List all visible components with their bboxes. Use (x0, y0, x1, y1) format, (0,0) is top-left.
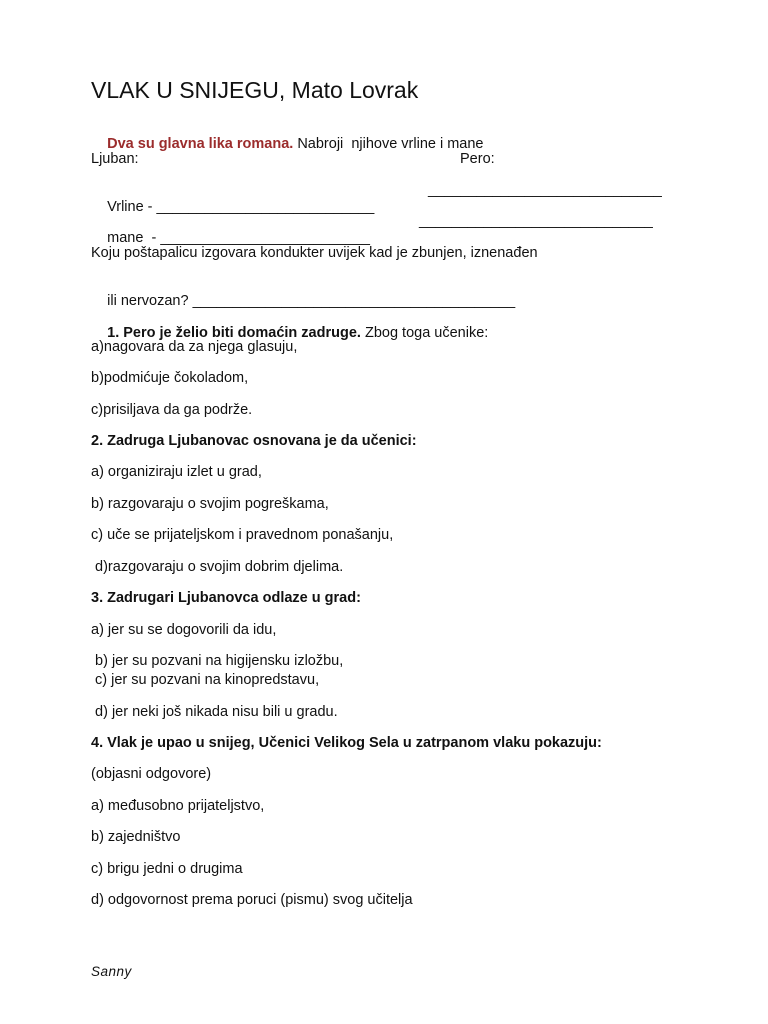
q2-answer-b: b) razgovaraju o svojim pogreškama, (91, 496, 329, 512)
q3-answer-b: b) jer su pozvani na higijensku izložbu, (91, 653, 344, 669)
question-3-text: 3. Zadrugari Ljubanovca odlaze u grad: (91, 590, 361, 606)
q4-answer-c: c) brigu jedni o drugima (91, 861, 243, 877)
q4-answer-b: b) zajedništvo (91, 829, 181, 845)
question-4-text: 4. Vlak je upao u snijeg, Učenici Velikog Sela u zatrpanom vlaku pokazuju: (91, 735, 602, 751)
character-pero-label: Pero: (460, 151, 495, 167)
conductor-answer-label: ili nervozan? (107, 293, 193, 309)
q2-answer-c: c) uče se prijateljskom i pravednom ponašanju, (91, 527, 394, 543)
question-1-text: 1. Pero je želio biti domaćin zadruge. (107, 325, 361, 341)
q4-answer-d: d) odgovornost prema poruci (pismu) svog učitelja (91, 892, 413, 908)
vrline-blank-right: _____________________________ (428, 182, 662, 198)
vrline-blank-left: ___________________________ (156, 199, 375, 215)
conductor-question: Koju poštapalicu izgovara kondukter uvijek kad je zbunjen, iznenađen (91, 245, 538, 261)
mane-label: mane - (107, 230, 161, 246)
q1-answer-c: c)prisiljava da ga podrže. (91, 402, 253, 418)
question-2-text: 2. Zadruga Ljubanovac osnovana je da učenici: (91, 433, 417, 449)
q2-answer-a: a) organiziraju izlet u grad, (91, 464, 262, 480)
intro-rest: Nabroji njihove vrline i mane (293, 136, 484, 152)
q4-answer-a: a) međusobno prijateljstvo, (91, 798, 265, 814)
character-ljuban-label: Ljuban: (91, 151, 139, 167)
vrline-label: Vrline - (107, 199, 157, 215)
conductor-answer-blank: ________________________________________ (192, 293, 516, 309)
question-1-rest: Zbog toga učenike: (360, 325, 489, 341)
mane-blank-right: _____________________________ (419, 213, 653, 229)
mane-blank-left: __________________________ (160, 230, 370, 246)
q1-answer-b: b)podmićuje čokoladom, (91, 370, 249, 386)
q3-answer-d: d) jer neki još nikada nisu bili u gradu. (91, 704, 338, 720)
page-title: VLAK U SNIJEGU, Mato Lovrak (91, 77, 419, 103)
q2-answer-d: d)razgovaraju o svojim dobrim djelima. (91, 559, 344, 575)
intro-highlight: Dva su glavna lika romana. (107, 136, 294, 152)
q3-answer-c: c) jer su pozvani na kinopredstavu, (91, 672, 320, 688)
q3-answer-a: a) jer su se dogovorili da idu, (91, 622, 277, 638)
intro-line (91, 119, 484, 170)
q4-note: (objasni odgovore) (91, 766, 212, 782)
q1-answer-a: a)nagovara da za njega glasuju, (91, 339, 298, 355)
footer-author: Sanny (91, 964, 132, 979)
